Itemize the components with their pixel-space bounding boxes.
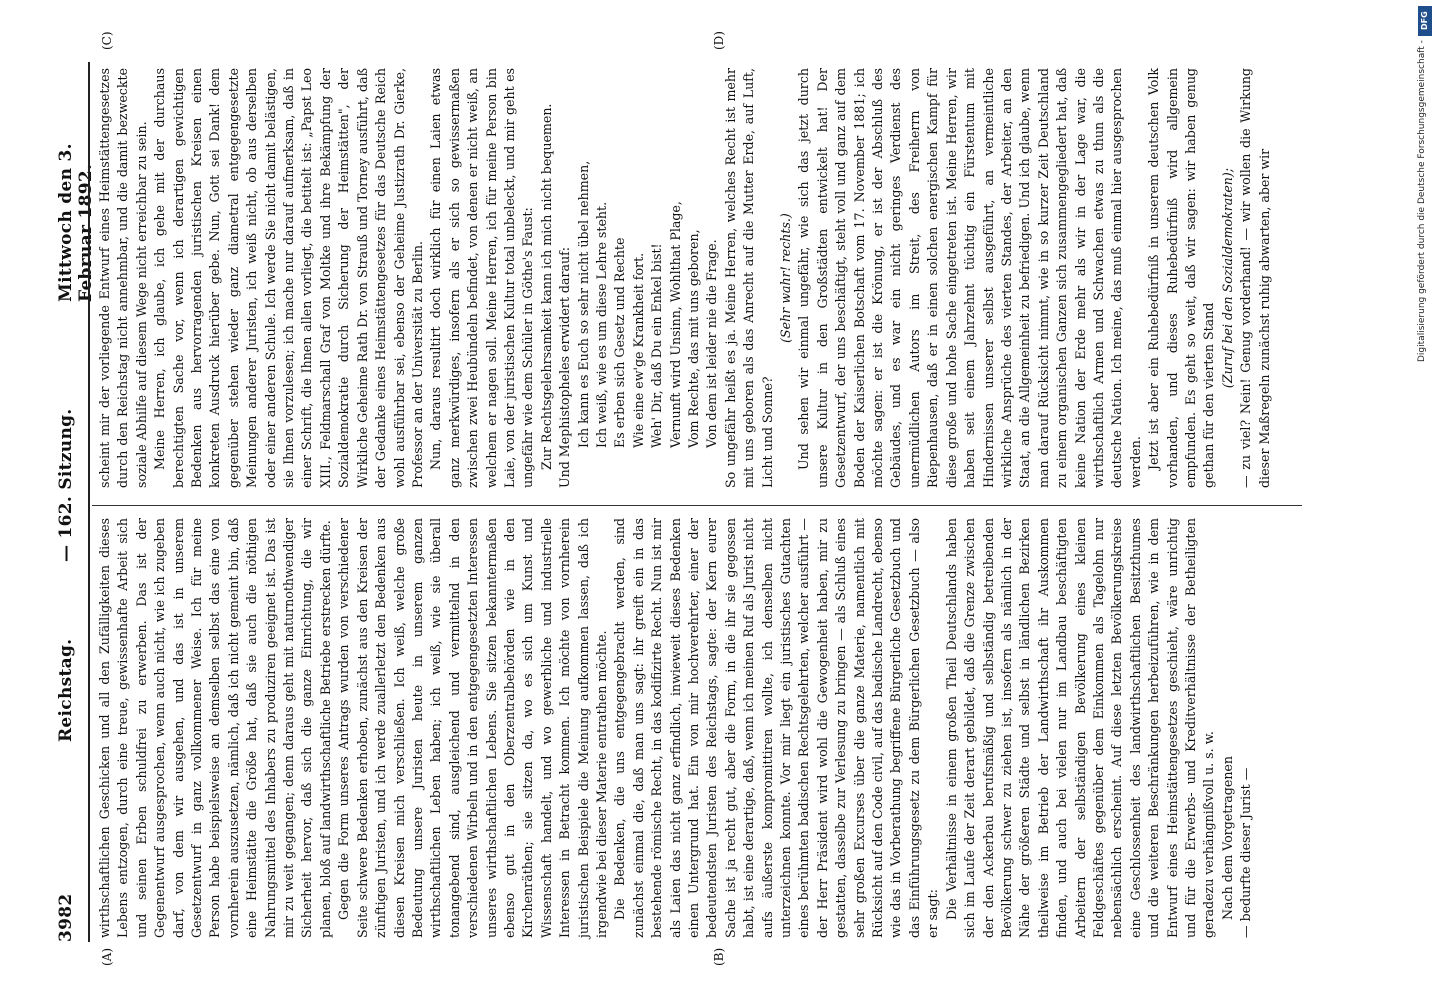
paragraph: Weh' Dir, daß Du ein Enkel bist!	[649, 243, 665, 448]
column-divider	[92, 505, 1302, 506]
session-number: — 162. Sitzung.	[56, 408, 76, 562]
paragraph: Und Mephistopheles erwidert darauf:	[557, 246, 573, 488]
paragraph: scheint mir der vorliegende Entwurf eines Heimstättengesetzes durch den Reichstag nicht annehmbar, und die damit bezweckte soziale Abhilfe auf diesem Wege nicht erreichbar zu sein.	[97, 68, 149, 488]
margin-marker-c: (C)	[100, 31, 114, 50]
left-text-column	[96, 518, 1256, 938]
paragraph: wirthschaftlichen Geschicken und all den Zufälligkeiten dieses Lebens entzogen, durch eine treue, gewissenhafte Arbeit sich und seinen Erben schuldfrei zu erwerben. Das ist der Gegenentwurf ausgesprochen, wenn auch nicht, wie ich zugeben darf, von dem wir ausgehen, und das ist in unserem Gesetzentwurf in ganz vollkommener Weise. Ich für meine Person habe beispielsweise an demselben selbst das eine von vornherein auszusetzen, nämlich, daß ich nicht gemeint bin, daß eine Heimstätte die Größe hat, daß sie auch die nöthigen Nahrungsmittel des Inhabers zu produziren geeignet ist. Das ist mir zu weit gegangen; denn daraus geht mit naturnothwendiger Sicherheit hervor, daß sich die ganze Einrichtung, die wir planen, bloß auf landwirthschaftliche Betriebe erstrecken dürfte.	[97, 518, 333, 938]
chamber-name: Reichstag.	[56, 638, 76, 742]
paragraph: Und sehen wir einmal ungefähr, wie sich das jetzt durch unsere Kultur in den Großstädten entwickelt hat! Der Gesetzentwurf, der uns beschäftigt, steht voll und ganz auf dem Boden der Kaiserlichen Botschaft vom 17. November 1881; ich möchte sagen: er ist die Krönung, er ist der Abschluß des Gebäudes, und es war ein nicht geringes Verdienst des unermüdlichen Autors im Streit, des Freiherrn von Riepenhausen, daß er in einen solchen energischen Kampf für diese große und hohe Sache eingetreten ist. Meine Herren, wir haben seit einem Jahrzehnt tüchtig ein Fürstentum mit Hindernissen unserer selbst ausgeführt, an vermeintliche wirkliche Ansprüche des vierten Standes, der Arbeiter, an den Staat, an die Allgemeinheit zu befriedigen. Und ich glaube, wenn man darauf Rücksicht nimmt, wie in so kurzer Zeit Deutschland zu einem organischen Ganzen sich zusammengegliedert hat, daß keine Nation der Erde mehr als wir in der Lage war, die wirthschaftlich Armen und Schwachen etwas zu thun als die deutsche Nation. Ich meine, das muß einmal hier ausgesprochen werden.	[796, 68, 1143, 488]
paragraph: Von dem ist leider nie die Frage.	[704, 239, 720, 448]
dfg-logo: DFG	[1418, 6, 1432, 36]
paragraph: (Sehr wahr! rechts.)	[778, 213, 794, 343]
paragraph: Ich weiß, wie es um diese Lehre steht.	[593, 201, 609, 448]
paragraph: Vom Rechte, das mit uns geboren,	[686, 229, 701, 448]
paragraph: — zu viel? Nein! Genug vorderhand! — wir wollen die Wirkung dieser Maßregeln zunächst ruhig abwarten, aber wir	[1238, 68, 1272, 488]
paragraph: — bedurfte dieser Jurist —	[1238, 767, 1254, 938]
header-rule	[88, 62, 90, 942]
paragraph: Die Verhältnisse in einem großen Theil Deutschlands haben sich im Laufe der Zeit derart gebildet, daß die Grenze zwischen der den Ackerbau berufsmäßig und selbständig betreibenden Bevölkerung schwer zu ziehen ist, insofern als nämlich in der Nähe der größeren Städte und selbst in ländlichen Bezirken theilweise im Betrieb der Landwirthschaft ihr Auskommen finden, und auch bei vielen nur im Landbau beschäftigten Arbeitern der selbständigen Bevölkerung eines kleinen Feldgeschäftes gegenüber dem Einkommen als Tagelohn nur nebensächlich erscheint. Auf diese letzten Bevölkerungskreise eine Geschlossenheit des landwirthschaftlichen Besitzthumes und die weiteren Beschränkungen herbeizuführen, wie in dem Entwurf eines Heimstättengesetzes geschieht, wäre unrichtig und für die Erwerbs- und Kreditverhältnisse der Betheiligten geradezu verhängnißvoll u. s. w.	[943, 518, 1217, 938]
paragraph: Meine Herren, ich glaube, ich gehe mit der durchaus berechtigten Sache vor, wenn ich derartigen gewichtigen Bedenken aus hervorragenden juristischen Kreisen einen konkreten Ausdruck hierüber gebe. Nun, Gott sei Dank! dem gegenüber stehen wieder ganz diametral entgegengesetzte Meinungen anderer Juristen, ich weiß nicht, ob aus derselben oder einer anderen Schule. Ich werde Sie nicht damit belästigen, sie Ihnen vorzulesen; ich mache nur darauf aufmerksam, daß in einer Schrift, die Ihnen allen vorliegt, die betitelt ist: „Papst Leo XIII., Feldmarschall Graf von Moltke und ihre Bekämpfung der Sozialdemokratie durch Sicherung der Heimstätten", der Wirkliche Geheime Rath Dr. von Strauß und Torney ausführt, daß der Gedanke eines Heimstättengesetzes für das Deutsche Reich wohl ausführbar sei, ebenso der Geheime Justizrath Dr. Gierke, Professor an der Universität zu Berlin.	[152, 68, 425, 488]
paragraph: (Zuruf bei den Sozialdemokraten);	[1219, 167, 1235, 389]
digitization-credit: Digitalisierung gefördert durch die Deutsche Forschungsgemeinschaft -	[1417, 40, 1427, 362]
session-date: Mittwoch den 3. Februar 1892.	[56, 143, 96, 302]
paragraph: Vernunft wird Unsinn, Wohlthat Plage,	[667, 201, 683, 448]
paragraph: Wie eine ew'ge Krankheit fort.	[630, 252, 646, 448]
paragraph: So ungefähr heißt es ja. Meine Herren, welches Recht ist mehr mit uns geboren als das Anrecht auf die Mutter Erde, auf Luft, Licht und Sonne?	[722, 68, 775, 488]
paragraph: Nun, daraus resultirt doch wirklich für einen Laien etwas ganz merkwürdiges, insofern als er sich so gewissermaßen zwischen zwei Heubündeln befindet, von denen er nicht weiß, an welchem er nagen soll. Meine Herren, ich für meine Person bin Laie, von der juristischen Kultur total unbeleckt, und mir geht es ungefähr wie dem Schüler in Göthe's Faust:	[428, 68, 536, 488]
paragraph: Nach dem Vorgetragenen	[1219, 756, 1235, 920]
paragraph: Jetzt ist aber ein Ruhebedürfniß in unserem deutschen Volk vorhanden, und dieses Ruhebedürfniß wird allgemein empfunden. Es geht so weit, daß wir sagen: wir haben genug gethan für den vierten Stand	[1146, 68, 1217, 488]
paragraph: Die Bedenken, die uns entgegengebracht werden, sind zunächst einmal die, daß man uns sagt: ihr greift ein in das bestehende römische Recht, in das kodifizirte Recht. Nun ist mir als Laien das nicht ganz erfindlich, inwieweit dieses Bedenken einen Untergrund hat. Ein von mir hochverehrter, einer der bedeutendsten Juristen des Reichstags, sagte: der Kern eurer Sache ist ja recht gut, aber die Form, in die ihr sie gegossen habt, ist eine derartige, daß, wenn ich meinen Ruf als Jurist nicht aufs äußerste kompromittiren wollte, ich denselben nicht unterzeichnen konnte. Vor mir liegt ein juristisches Gutachten eines berühmten badischen Rechtsgelehrten, welcher ausführt — der Herr Präsident wird wohl die Gewogenheit haben, mir zu gestatten, dasselbe zur Verlesung zu bringen — als Schluß eines sehr großen Excurses über die ganze Materie, namentlich mit Rücksicht auf den Code civil, auf das badische Landrecht, ebenso wie das in Vorberathung begriffene Bürgerliche Gesetzbuch und das Einführungsgesetz zu dem Bürgerlichen Gesetzbuch — also er sagt:	[612, 518, 941, 938]
paragraph: Gegen die Form unseres Antrags wurden von verschiedener Seite schwere Bedenken erhoben, zunächst aus den Kreisen der zünftigen Juristen, und ich werde zuallerletzt den Bedenken aus diesen Kreisen mich verschließen. Ich weiß, welche große Bedeutung unsere Juristen heute in unserem ganzen wirthschaftlichen Leben haben; ich weiß, wie sie überall tonangebend sind, ausgleichend und vermittelnd in den verschiedenen Wirbeln und in den entgegengesetzten Interessen unseres wirthschaftlichen Lebens. Sie sitzen bekanntermaßen ebenso gut in den Oberzentralbehörden wie in den Kirchenräthen; sie sitzen da, wo es sich um Kunst und Wissenschaft handelt, und wo gewerbliche und industrielle Interessen in Betracht kommen. Ich möchte von vornherein juristischen Beispiele die Meinung aufkommen lassen, daß ich irgendwie bei dieser Materie entrathen möchte.	[336, 518, 609, 938]
paragraph: Zur Rechtsgelehrsamkeit kann ich mich nicht bequemen.	[538, 103, 554, 470]
page-number: 3982	[56, 893, 76, 942]
margin-marker-d: (D)	[712, 31, 726, 50]
paragraph: Ich kann es Euch so sehr nicht übel nehmen,	[575, 160, 591, 448]
page-header	[56, 62, 96, 942]
margin-marker-b: (B)	[712, 947, 726, 966]
right-text-column	[96, 68, 1274, 488]
paragraph: Es erben sich Gesetz und Rechte	[612, 237, 628, 448]
margin-marker-a: (A)	[100, 947, 114, 966]
